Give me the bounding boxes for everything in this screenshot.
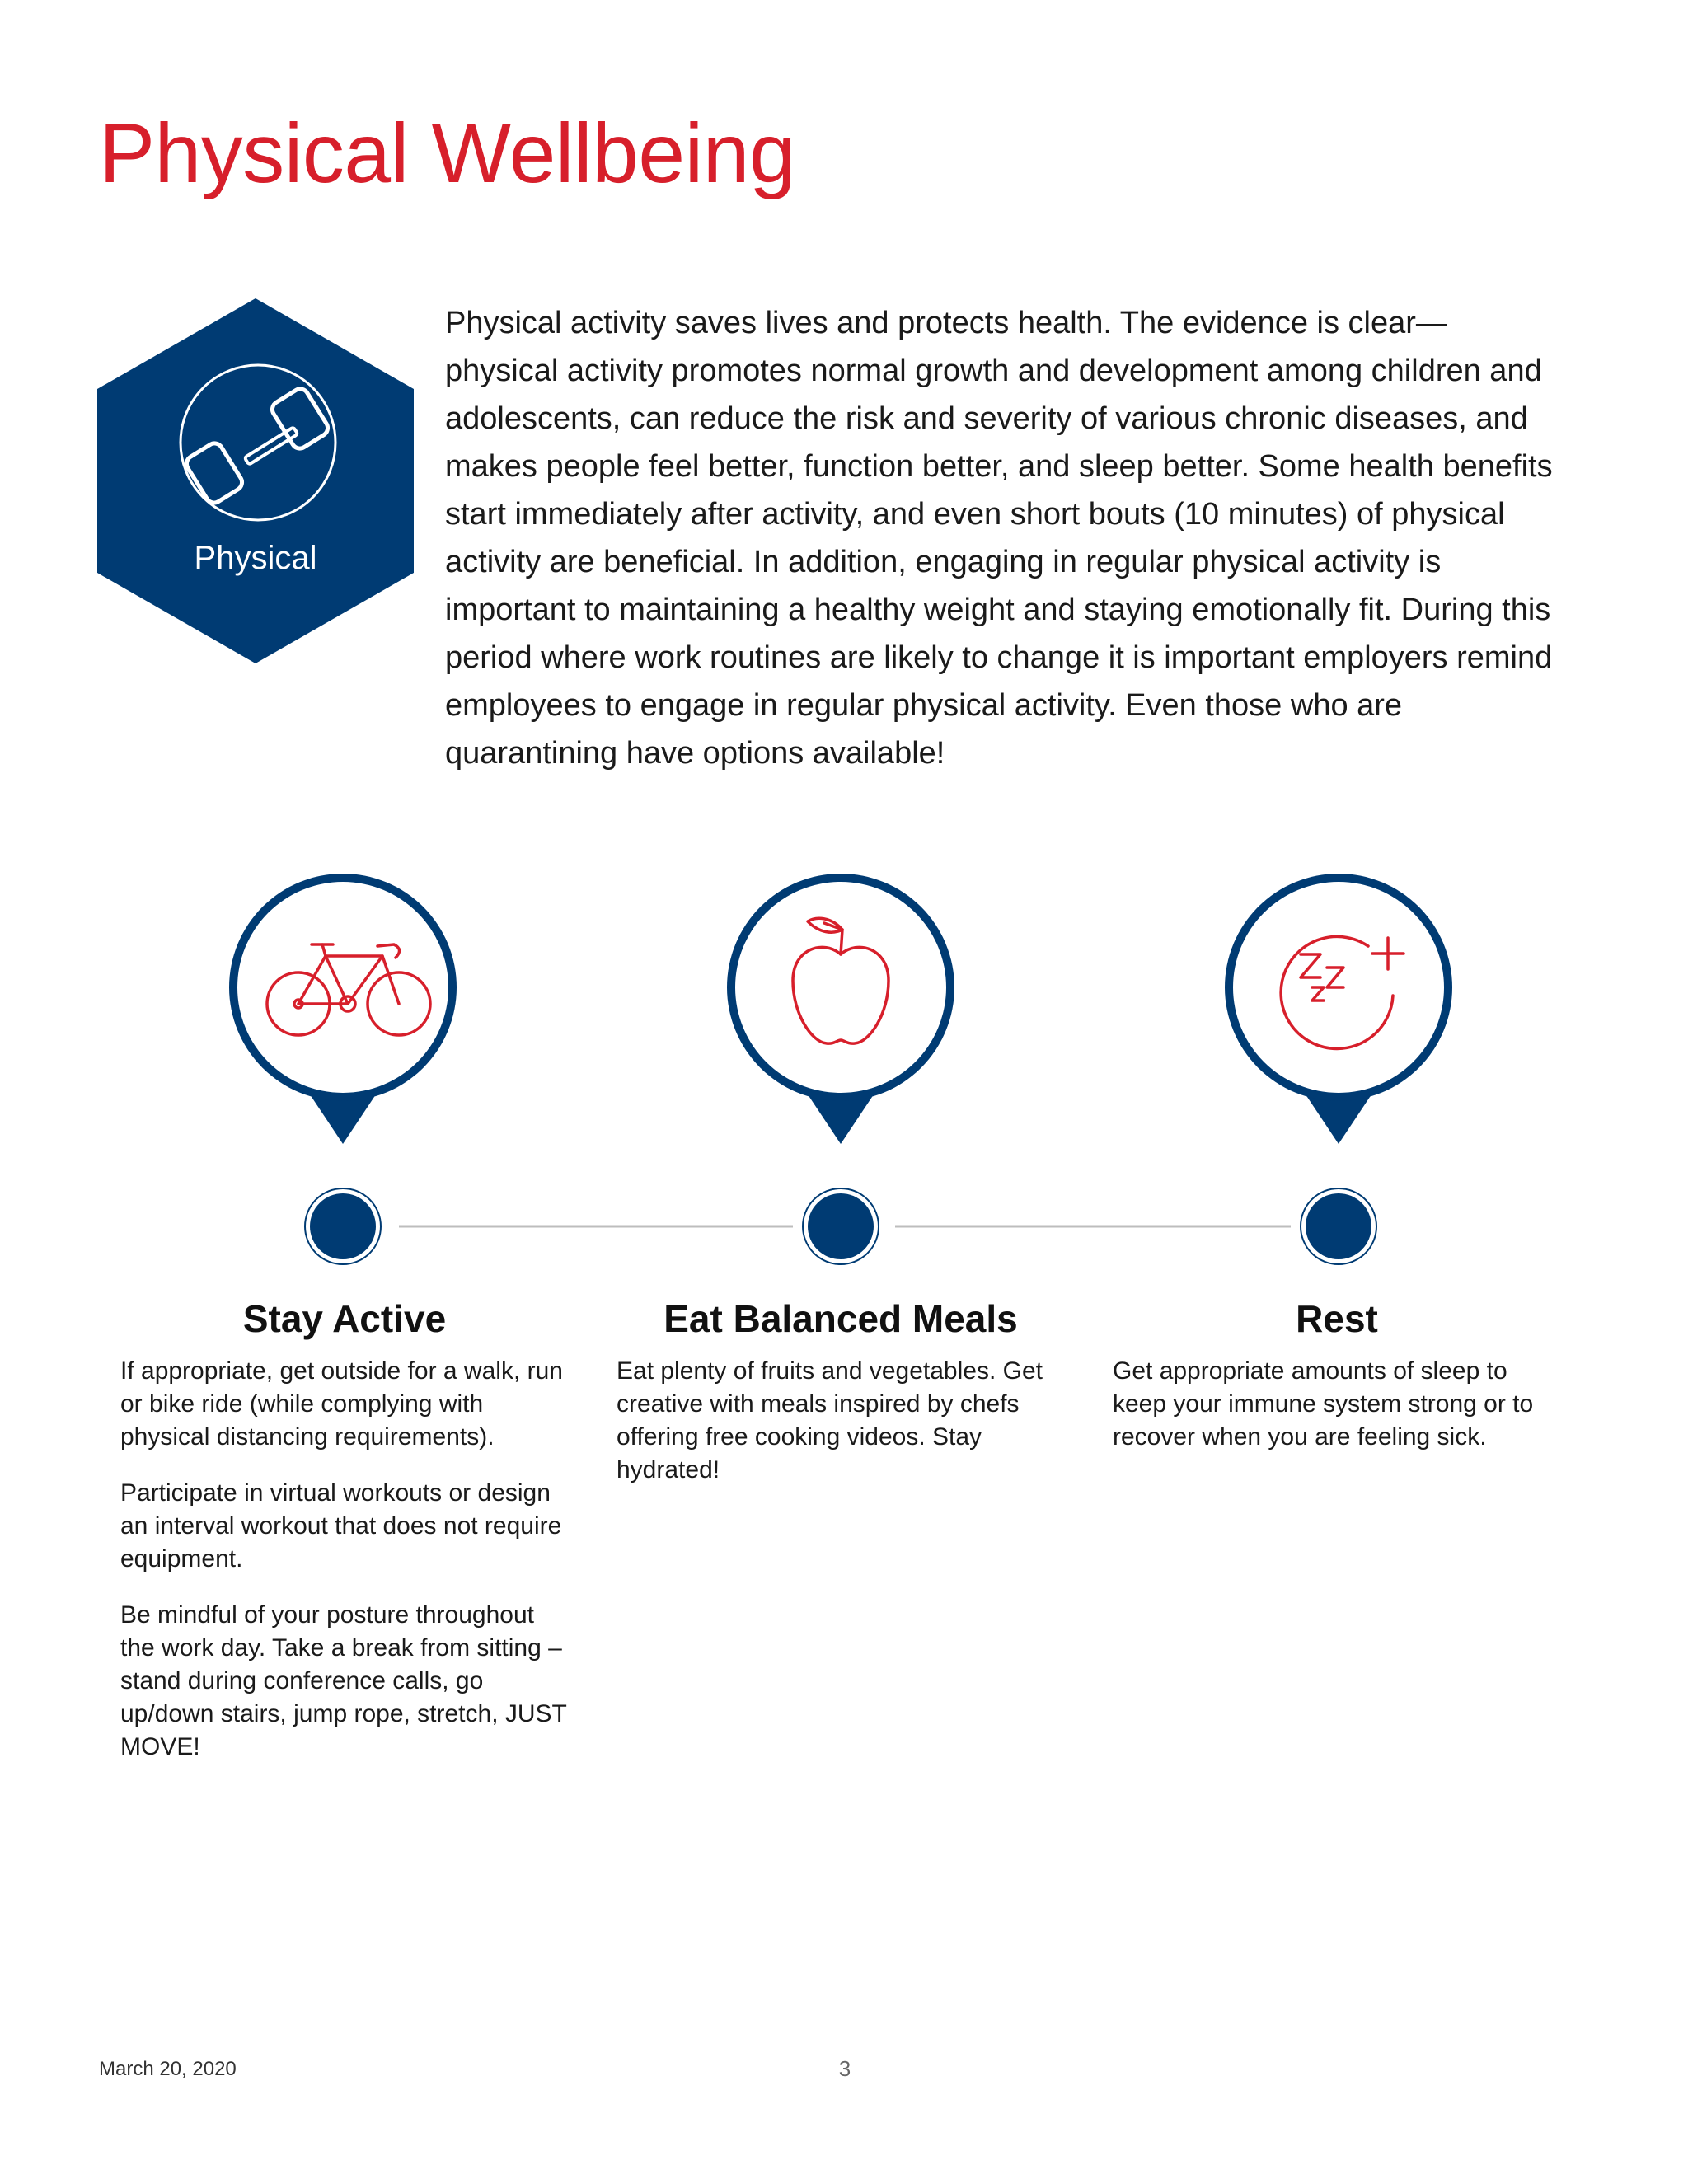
- column-paragraph: If appropriate, get outside for a walk, run or bike ride (while complying with physical distancing requirements).: [120, 1357, 563, 1451]
- page-title: Physical Wellbeing: [99, 106, 796, 200]
- timeline-node: [1301, 1188, 1376, 1264]
- badge-label: Physical: [194, 540, 317, 576]
- timeline-node: [305, 1188, 381, 1264]
- physical-badge: [97, 298, 414, 663]
- column-paragraph: Be mindful of your posture throughout the work day. Take a break from sitting – stand during conference calls, go up/down stairs, jump rope, stretch, JUST MOVE!: [120, 1601, 567, 1760]
- pin-rest: [1225, 874, 1452, 1144]
- column-paragraph: Participate in virtual workouts or design an interval workout that does not require equipment.: [120, 1479, 562, 1572]
- intro-paragraph: Physical activity saves lives and protects health. The evidence is clear—physical activity promotes normal growth and development among children and adolescents, can reduce the risk and severity of various chronic diseases, and makes people feel better, function better, and sleep better. Some health benefits start immediately after activity, and even short bouts (10 minutes) of physical activity are beneficial. In addition, engaging in regular physical activity is important to maintaining a healthy weight and staying emotionally fit. During this period where work routines are likely to change it is important employers remind employees to engage in regular physical activity. Even those who are quarantining have options available!: [445, 306, 1553, 771]
- column-title: Rest: [1296, 1297, 1378, 1340]
- column-stay-active: [114, 1294, 575, 1787]
- column-eat-balanced-meals: [610, 1294, 1071, 1510]
- page-number: 3: [838, 2056, 851, 2081]
- pin-eat-balanced-meals: [727, 874, 954, 1144]
- column-paragraph: Get appropriate amounts of sleep to keep your immune system strong or to recover when you are feeling sick.: [1113, 1357, 1534, 1451]
- timeline-node: [803, 1188, 879, 1264]
- pin-stay-active: [229, 874, 457, 1144]
- column-rest: [1106, 1294, 1568, 1477]
- column-title: Eat Balanced Meals: [663, 1297, 1018, 1340]
- timeline-graphic: [0, 857, 1688, 1286]
- column-paragraph: Eat plenty of fruits and vegetables. Get creative with meals inspired by chefs offering free cooking videos. Stay hydrated!: [617, 1357, 1043, 1483]
- footer-date: March 20, 2020: [99, 2058, 237, 2080]
- column-title: Stay Active: [242, 1297, 447, 1340]
